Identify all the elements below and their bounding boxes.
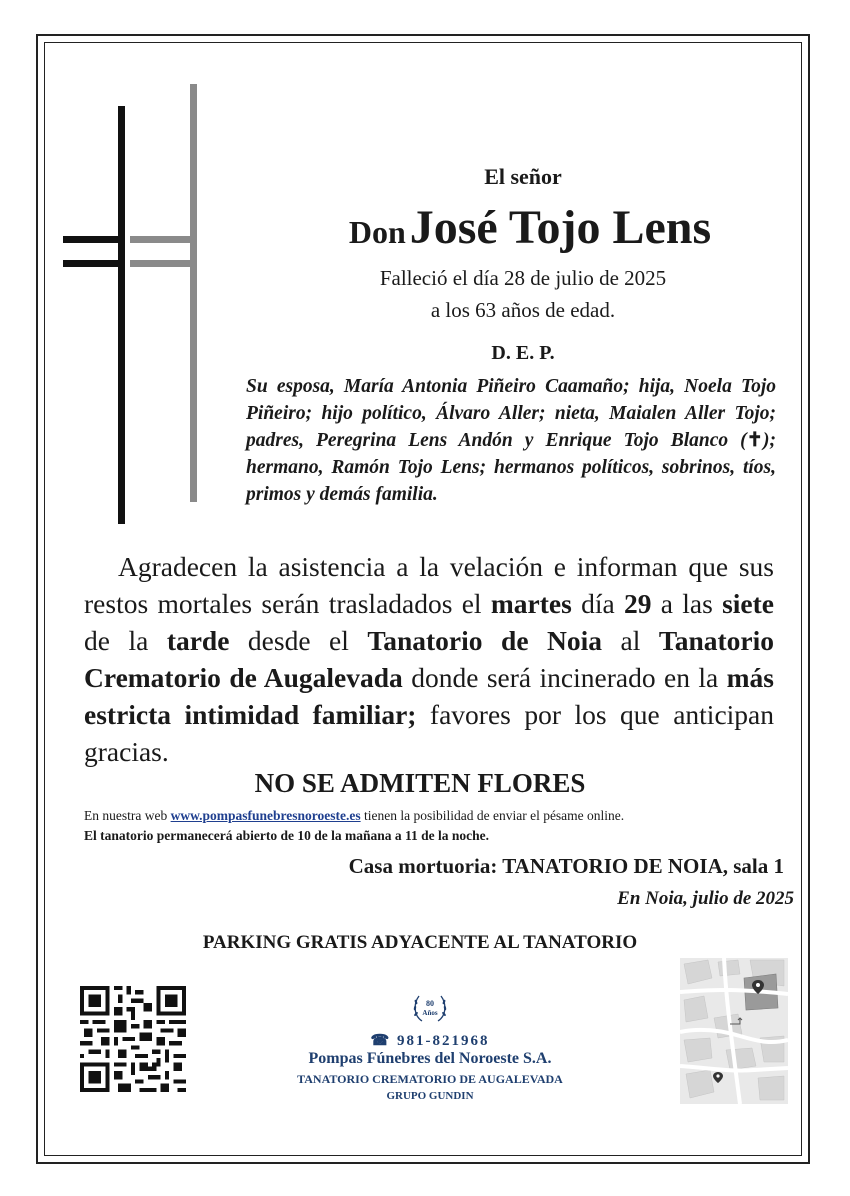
announcement-day: martes xyxy=(490,588,572,619)
venue: Casa mortuoria: TANATORIO DE NOIA, sala 1 xyxy=(348,854,784,878)
announcement-text: al xyxy=(602,625,659,656)
announcement-date: 29 xyxy=(623,588,652,619)
cross-dark-bar-bottom xyxy=(63,260,125,267)
small-cross-icon: ✝ xyxy=(746,430,763,451)
announcement-text: desde el xyxy=(229,625,368,656)
announcement-privacy: más estricta intimidad familiar; xyxy=(84,662,774,730)
title-prefix: El señor xyxy=(484,164,562,189)
cross-dark-bar-top xyxy=(63,236,125,243)
announcement-text: día xyxy=(571,588,624,619)
family-list xyxy=(246,373,776,508)
cross-icon xyxy=(60,80,205,530)
opening-hours: El tanatorio permanecerá abierto de 10 de la mañana a 11 de la noche. xyxy=(84,828,489,843)
badge-label: Años xyxy=(422,1009,438,1017)
announcement-text: donde será incinerado en la xyxy=(402,662,727,693)
age-line: a los 63 años de edad. xyxy=(430,298,616,322)
deceased-name-row xyxy=(250,200,810,255)
announcement-text: a las xyxy=(651,588,723,619)
company-group: GRUPO GUNDIN xyxy=(386,1090,474,1102)
parking-notice: PARKING GRATIS ADYACENTE AL TANATORIO xyxy=(202,932,638,953)
company-phone-row xyxy=(270,1031,590,1050)
announcement-time-of-day: tarde xyxy=(166,625,230,656)
deceased-name: José Tojo Lens xyxy=(409,201,712,254)
website-link[interactable]: www.pompasfunebresnoroeste.es xyxy=(170,808,361,823)
announcement-text: Agradecen la asistencia a la velación e informan que sus restos mortales serán trasladados el xyxy=(84,551,774,619)
honorific: Don xyxy=(348,214,406,250)
qr-code[interactable] xyxy=(80,986,186,1092)
family-text-1: Su esposa, María Antonia Piñeiro Caamaño; hija, Noela Tojo Piñeiro; hijo político, Álvaro Aller; nieta, Maialen Aller Tojo; padres, Peregrina Lens Andón y Enrique Tojo Blanco ( xyxy=(246,376,776,451)
announcement-origin: Tanatorio de Noia xyxy=(367,625,603,656)
no-flowers-notice: NO SE ADMITEN FLORES xyxy=(254,768,586,798)
web-notice-text: tienen la posibilidad de enviar el pésame online. xyxy=(360,808,625,823)
cross-gray-vertical xyxy=(190,84,197,502)
web-notice-text: En nuestra web xyxy=(84,808,171,823)
company-subtitle: TANATORIO CREMATORIO DE AUGALEVADA xyxy=(297,1072,563,1086)
web-notice xyxy=(84,808,784,824)
announcement-hour: siete xyxy=(722,588,774,619)
rip-text: D. E. P. xyxy=(491,342,555,364)
death-date: Falleció el día 28 de julio de 2025 xyxy=(379,266,667,290)
anniversary-badge-icon xyxy=(410,988,450,1026)
family-text-2: ); hermano, Ramón Tojo Lens; hermanos políticos, sobrinos, tíos, primos y demás familia. xyxy=(246,430,776,505)
phone-icon: ☎ xyxy=(370,1033,392,1049)
announcement-text: de la xyxy=(84,625,167,656)
place-date: En Noia, julio de 2025 xyxy=(617,888,794,909)
cross-dark-vertical xyxy=(118,106,125,524)
cross-gray-bar-bottom xyxy=(130,260,196,267)
company-phone[interactable]: 981-821968 xyxy=(396,1033,490,1049)
announcement-paragraph xyxy=(84,548,774,770)
cross-gray-bar-top xyxy=(130,236,196,243)
announcement-destination: Tanatorio Crematorio de Augalevada xyxy=(84,625,774,693)
badge-number: 80 xyxy=(426,999,434,1008)
announcement-text: favores por los que anticipan gracias. xyxy=(84,699,774,767)
location-map[interactable] xyxy=(680,958,788,1104)
company-name: Pompas Fúnebres del Noroeste S.A. xyxy=(308,1050,552,1067)
